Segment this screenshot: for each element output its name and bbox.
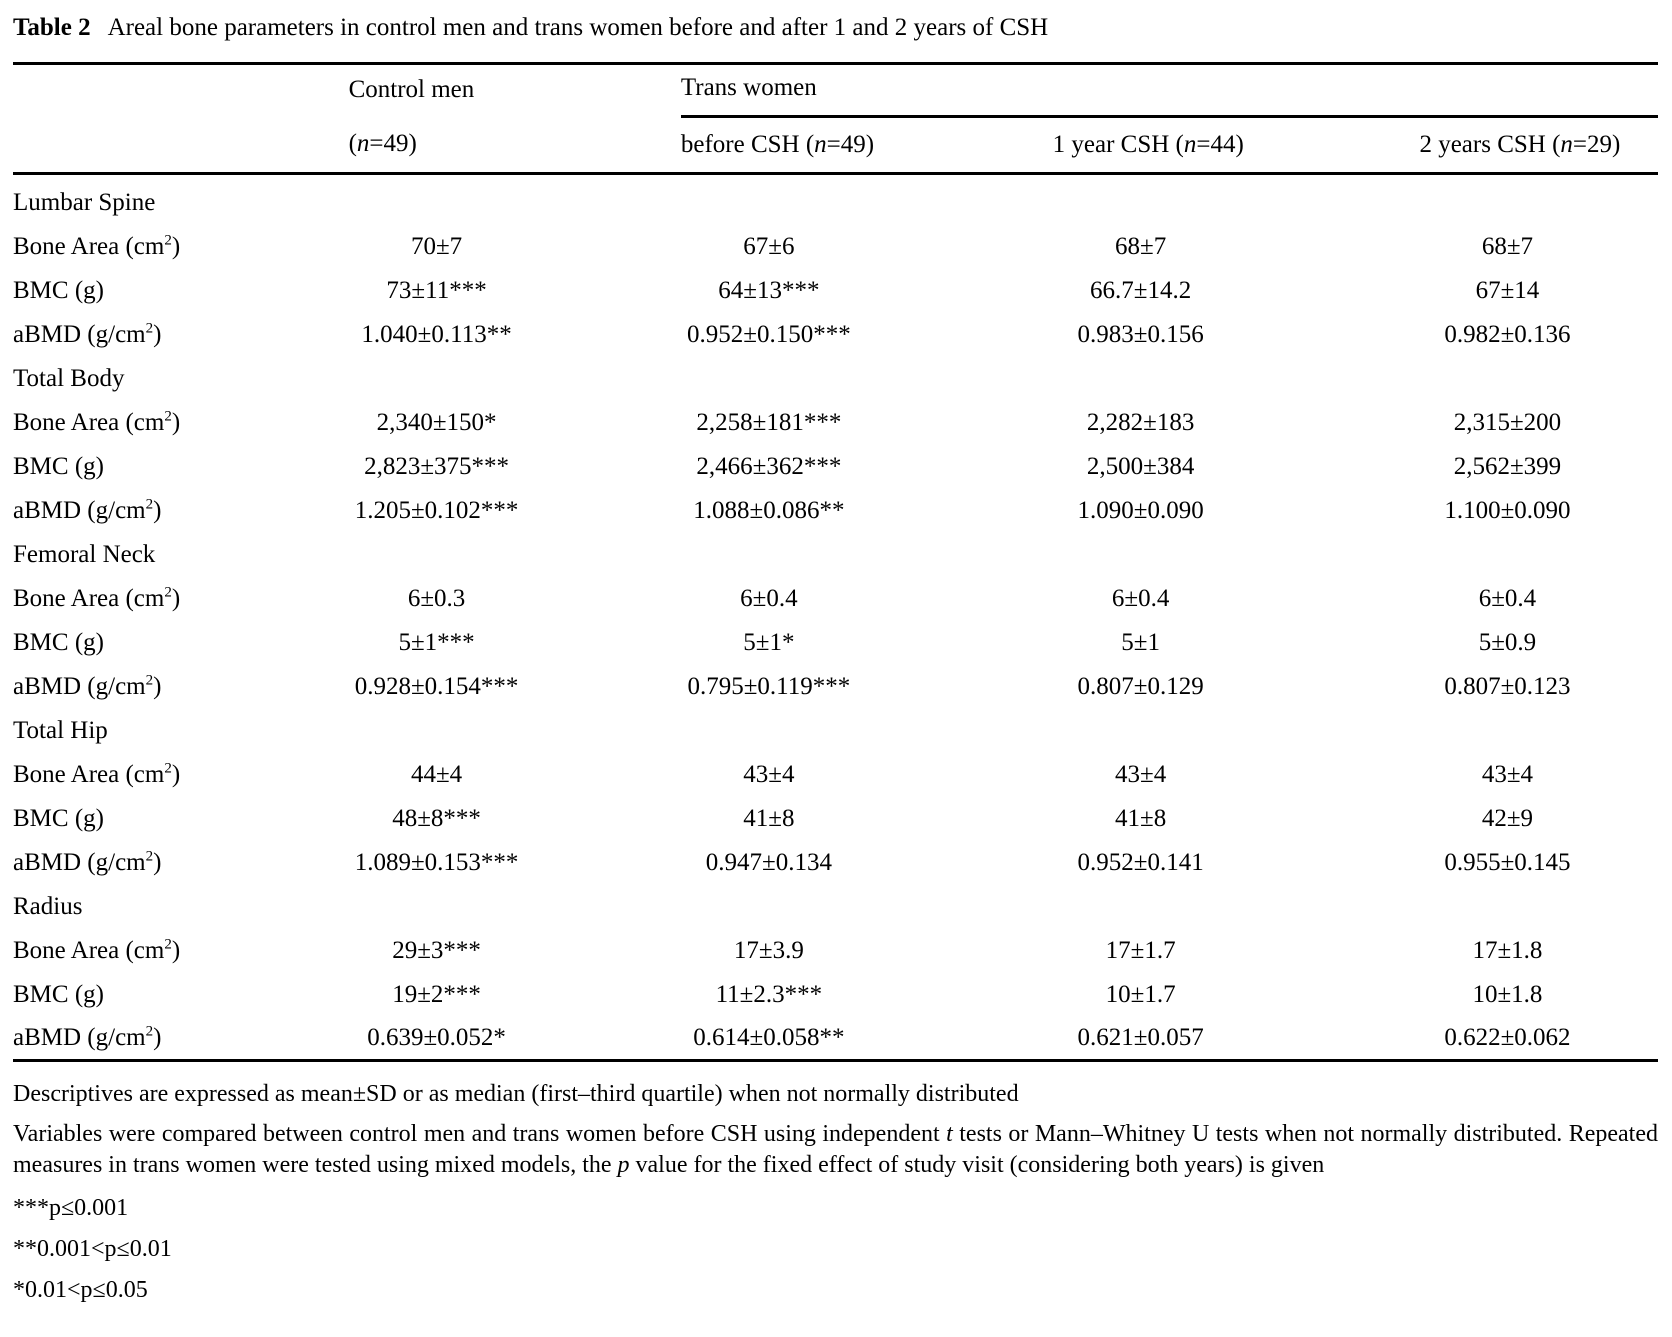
cell-value: 0.795±0.119*** (687, 672, 851, 700)
empty-header-cell (13, 117, 349, 174)
cell-value: 48±8*** (392, 804, 481, 832)
empty-cell (1053, 533, 1420, 577)
table-row (13, 445, 1658, 489)
header-columns-row (13, 117, 1658, 174)
table-row (13, 621, 1658, 665)
section-row-total-hip (13, 709, 1658, 753)
superscript: 2 (164, 584, 172, 601)
cell-value: 2,466±362*** (696, 452, 842, 480)
table-caption (13, 14, 1658, 62)
superscript: 2 (145, 848, 154, 865)
cell-value: 43±4 (1481, 760, 1534, 788)
row-label: BMC (g) (13, 276, 104, 304)
empty-cell (681, 709, 1053, 753)
table-header (13, 64, 1658, 174)
cell-value: 10±1.7 (1105, 980, 1176, 1008)
cell-value: 5±1*** (398, 628, 475, 656)
cell-value: 0.983±0.156 (1077, 320, 1204, 348)
cell-value: 2,823±375*** (364, 452, 510, 480)
empty-cell (1419, 533, 1658, 577)
empty-cell (349, 885, 681, 929)
cell-value: 0.621±0.057 (1077, 1023, 1204, 1051)
row-label: Bone Area $(cm^2)$ (13, 936, 181, 964)
table-row (13, 489, 1658, 533)
empty-cell (1419, 357, 1658, 401)
cell-value: 43±4 (1115, 760, 1167, 788)
cell-value: 6±0.4 (1111, 584, 1170, 612)
empty-cell (349, 709, 681, 753)
row-label: BMC (g) (13, 628, 104, 656)
empty-cell (349, 174, 681, 225)
significance-note-2-stars: **0.001<p≤0.01 (13, 1236, 172, 1262)
header-group-row (13, 64, 1658, 117)
cell-value: 5±1 (1121, 628, 1160, 656)
cell-value: 1.088±0.086** (693, 496, 845, 524)
cell-value: 68±7 (1115, 232, 1167, 260)
cell-value: 42±9 (1481, 804, 1534, 832)
cell-value: 2,258±181*** (696, 408, 842, 436)
cell-value: 0.952±0.141 (1077, 848, 1204, 876)
superscript: 2 (164, 760, 172, 777)
table-row (13, 269, 1658, 313)
cell-value: 0.952±0.150*** (686, 320, 851, 348)
footnote-descriptives: Descriptives are expressed as mean±SD or as median (first–third quartile) when not normally distributed (13, 1081, 1019, 1107)
cell-value: 0.614±0.058** (693, 1023, 845, 1051)
section-row-femoral-neck (13, 533, 1658, 577)
cell-value: 67±6 (743, 232, 795, 260)
empty-cell (681, 885, 1053, 929)
cell-value: 43±4 (743, 760, 795, 788)
significance-note-1-star: *0.01<p≤0.05 (13, 1277, 148, 1303)
table-row (13, 1017, 1658, 1061)
empty-cell (681, 357, 1053, 401)
cell-value: 41±8 (1115, 804, 1167, 832)
table-row (13, 225, 1658, 269)
cell-value: 0.622±0.062 (1444, 1023, 1571, 1051)
cell-value: 2,282±183 (1086, 408, 1195, 436)
column-group-control-men: Control men (348, 75, 475, 103)
empty-cell (1053, 357, 1420, 401)
table-row (13, 841, 1658, 885)
cell-value: 67±14 (1475, 276, 1540, 304)
superscript: 2 (145, 320, 154, 337)
cell-value: 17±1.8 (1472, 936, 1543, 964)
areal-bone-parameters-table (13, 62, 1658, 1062)
row-label: Bone Area $(cm^2)$ (13, 232, 181, 260)
cell-value: 6±0.3 (407, 584, 466, 612)
cell-value: 2,340±150* (376, 408, 497, 436)
superscript: 2 (164, 232, 172, 249)
empty-cell (1419, 174, 1658, 225)
row-label: aBMD $(g/cm^2)$ (13, 320, 162, 348)
cell-value: 0.807±0.123 (1444, 672, 1571, 700)
empty-cell (1053, 885, 1420, 929)
column-group-trans-women: Trans women (681, 64, 1658, 117)
row-label: Bone Area $(cm^2)$ (13, 760, 181, 788)
column-header-before-csh: before CSH (n=49) (681, 117, 1053, 174)
cell-value: 5±0.9 (1478, 628, 1537, 656)
cell-value: 5±1* (743, 628, 795, 656)
cell-value: 10±1.8 (1472, 980, 1543, 1008)
caption-text: Areal bone parameters in control men and trans women before and after 1 and 2 years of CSH (107, 14, 1049, 41)
row-label: Bone Area $(cm^2)$ (13, 408, 181, 436)
empty-cell (1053, 709, 1420, 753)
cell-value: 1.089±0.153*** (354, 848, 519, 876)
significance-note-3-stars: ***p≤0.001 (13, 1195, 129, 1221)
cell-value: 0.982±0.136 (1444, 320, 1571, 348)
table-body (13, 174, 1658, 1061)
cell-value: 1.040±0.113** (361, 320, 512, 348)
cell-value: 0.928±0.154*** (354, 672, 519, 700)
cell-value: 70±7 (410, 232, 463, 260)
cell-value: 0.807±0.129 (1077, 672, 1204, 700)
empty-cell (1419, 709, 1658, 753)
cell-value: 2,500±384 (1086, 452, 1195, 480)
superscript: 2 (145, 1023, 154, 1040)
empty-cell (681, 174, 1053, 225)
table-row (13, 577, 1658, 621)
table-row (13, 929, 1658, 973)
superscript: 2 (145, 672, 154, 689)
cell-value: 1.090±0.090 (1077, 496, 1204, 524)
section-label: Radius (13, 892, 83, 920)
row-label: aBMD $(g/cm^2)$ (13, 1023, 162, 1051)
table-row (13, 797, 1658, 841)
cell-value: 41±8 (743, 804, 795, 832)
cell-value: 0.639±0.052* (367, 1023, 506, 1051)
cell-value: 1.205±0.102*** (354, 496, 519, 524)
row-label: BMC (g) (13, 452, 104, 480)
cell-value: 1.100±0.090 (1444, 496, 1571, 524)
empty-cell (1053, 174, 1420, 225)
empty-cell (349, 357, 681, 401)
column-header-control-n: (n=49) (349, 117, 681, 174)
cell-value: 68±7 (1481, 232, 1534, 260)
row-label: BMC (g) (13, 980, 104, 1008)
section-row-lumbar-spine (13, 174, 1658, 225)
cell-value: 44±4 (410, 760, 463, 788)
row-label: aBMD $(g/cm^2)$ (13, 496, 162, 524)
cell-value: 73±11*** (386, 276, 487, 304)
empty-cell (1419, 885, 1658, 929)
empty-cell (349, 533, 681, 577)
row-label: aBMD $(g/cm^2)$ (13, 672, 162, 700)
row-label: aBMD $(g/cm^2)$ (13, 848, 162, 876)
cell-value: 0.955±0.145 (1444, 848, 1571, 876)
cell-value: 29±3*** (392, 936, 481, 964)
cell-value: 19±2*** (392, 980, 481, 1008)
cell-value: 66.7±14.2 (1090, 276, 1192, 304)
cell-value: 6±0.4 (1478, 584, 1537, 612)
table-row (13, 665, 1658, 709)
section-label: Femoral Neck (13, 540, 156, 568)
table-number: Table 2 (13, 14, 91, 41)
superscript: 2 (145, 496, 154, 513)
cell-value: 2,562±399 (1453, 452, 1562, 480)
table-row (13, 973, 1658, 1017)
table-row (13, 401, 1658, 445)
section-row-total-body (13, 357, 1658, 401)
section-label: Lumbar Spine (13, 189, 156, 217)
cell-value: 2,315±200 (1453, 408, 1562, 436)
section-row-radius (13, 885, 1658, 929)
table-row (13, 313, 1658, 357)
section-label: Total Hip (13, 716, 108, 744)
empty-cell (681, 533, 1053, 577)
cell-value: 11±2.3*** (715, 980, 823, 1008)
row-label: Bone Area $(cm^2)$ (13, 584, 181, 612)
superscript: 2 (164, 936, 172, 953)
cell-value: 64±13*** (718, 276, 820, 304)
section-label: Total Body (13, 364, 125, 392)
empty-header-cell (13, 64, 349, 117)
row-label: BMC (g) (13, 804, 104, 832)
cell-value: 0.947±0.134 (705, 848, 832, 876)
cell-value: 17±1.7 (1105, 936, 1176, 964)
column-header-1-year-csh: 1 year CSH (n=44) (1053, 117, 1420, 174)
cell-value: 17±3.9 (733, 936, 804, 964)
footnote-methods: Variables were compared between control men and trans women before CSH using independent t tests or Mann–Whitney U tests when not normally distributed. Repeated measures in trans women were tested using mixed models, the p value for the fixed effect of study visit (considering both years) is given (13, 1121, 1658, 1178)
column-header-2-years-csh: 2 years CSH (n=29) (1419, 117, 1658, 174)
superscript: 2 (164, 408, 172, 425)
cell-value: 6±0.4 (740, 584, 798, 612)
table-row (13, 753, 1658, 797)
